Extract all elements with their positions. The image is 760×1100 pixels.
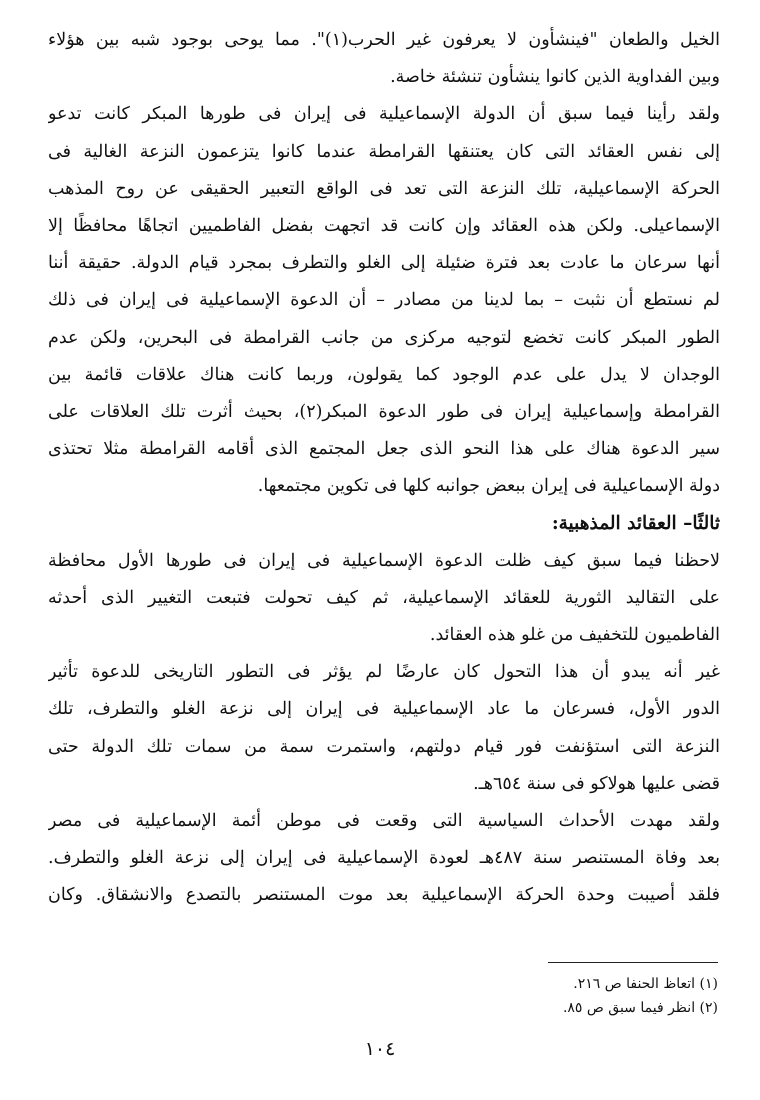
text-line: الطور المبكر كانت تخضع لتوجيه مركزى من جانب القرامطة فى البحرين، ولكن عدم	[48, 327, 720, 348]
text-line: على التقاليد الثورية للعقائد الإسماعيلية، ثم كيف تحولت فتبعت التغيير الذى أحدثه	[48, 587, 720, 608]
text-line: الحركة الإسماعيلية، تلك النزعة التى تعد فى الواقع التعبير الحقيقى عن روح المذهب	[48, 178, 720, 199]
text-line: أنها سرعان ما عادت بعد فترة ضئيلة إلى الغلو والتطرف بمجرد قيام الدولة. حقيقة أننا	[48, 253, 720, 274]
text-line: وبين الفداوية الذين كانوا ينشأون تنشئة خاصة.	[390, 67, 720, 88]
text-line: دولة الإسماعيلية فى إيران ببعض جوانبه كلها فى تكوين مجتمعها.	[257, 476, 720, 497]
text-line: ولقد رأينا فيما سبق أن الدولة الإسماعيلية فى إيران فى طورها المبكر كانت تدعو	[48, 104, 720, 125]
footnote-1: (١) اتعاظ الحنفا ص ٢١٦.	[573, 976, 718, 992]
text-line: فلقد أصيبت وحدة الحركة الإسماعيلية بعد موت المستنصر بالتصدع والانشقاق. وكان	[48, 885, 720, 906]
text-line: بعد وفاة المستنصر سنة ٤٨٧هـ لعودة الإسماعيلية فى إيران إلى نزعة الغلو والتطرف.	[48, 848, 720, 869]
footnote-divider	[548, 962, 718, 963]
section-heading: ثالثًا– العقائد المذهبية:	[551, 513, 720, 535]
body-text	[48, 22, 720, 915]
text-line: القرامطة وإسماعيلية إيران فى طور الدعوة المبكر(٢)، بحيث أثرت تلك العلاقات على	[48, 401, 720, 422]
text-line: إلى نفس العقائد التى كان يعتنقها القرامطة عندما كانوا يتزعمون النزعة الغالية فى	[48, 141, 720, 162]
text-line: الإسماعيلى. ولكن هذه العقائد وإن كانت قد اتجهت بفضل الفاطميين اتجاهًا محافظًا إلا	[48, 215, 720, 236]
text-line: الخيل والطعان "فينشأون لا يعرفون غير الحرب(١)". مما يوحى بوجود شبه بين هؤلاء	[48, 30, 720, 50]
text-line: لم نستطع أن نثبت – بما لدينا من مصادر – أن الدعوة الإسماعيلية فى إيران فى ذلك	[48, 290, 720, 311]
text-line: ولقد مهدت الأحداث السياسية التى وقعت فى موطن أئمة الإسماعيلية فى مصر	[48, 810, 720, 831]
footnote-2: (٢) انظر فيما سبق ص ٨٥.	[562, 1000, 718, 1016]
text-line: الدور الأول، فسرعان ما عاد الإسماعيلية فى إيران إلى نزعة الغلو والتطرف، تلك	[48, 699, 720, 720]
text-line: الفاطميون للتخفيف من غلو هذه العقائد.	[429, 625, 720, 645]
text-line: غير أنه يبدو أن هذا التحول كان عارضًا لم يؤثر فى التطور التاريخى للدعوة تأثير	[48, 662, 720, 683]
text-line: الوجدان لا يدل على عدم الوجود كما يقولون، وربما كانت هناك علاقات قائمة بين	[48, 364, 720, 385]
text-line: سير الدعوة هناك على هذا النحو الذى جعل المجتمع الذى أقامه القرامطة مثلا تحتذى	[48, 439, 720, 460]
page-number: ١٠٤	[364, 1038, 396, 1060]
text-line: النزعة التى استؤنفت فور قيام دولتهم، واستمرت سمة من سمات تلك الدولة حتى	[48, 736, 720, 757]
footnotes	[118, 972, 718, 1020]
text-line: قضى عليها هولاكو فى سنة ٦٥٤هـ.	[473, 773, 720, 794]
text-line: لاحظنا فيما سبق كيف ظلت الدعوة الإسماعيلية فى إيران فى طورها الأول محافظة	[48, 550, 720, 571]
